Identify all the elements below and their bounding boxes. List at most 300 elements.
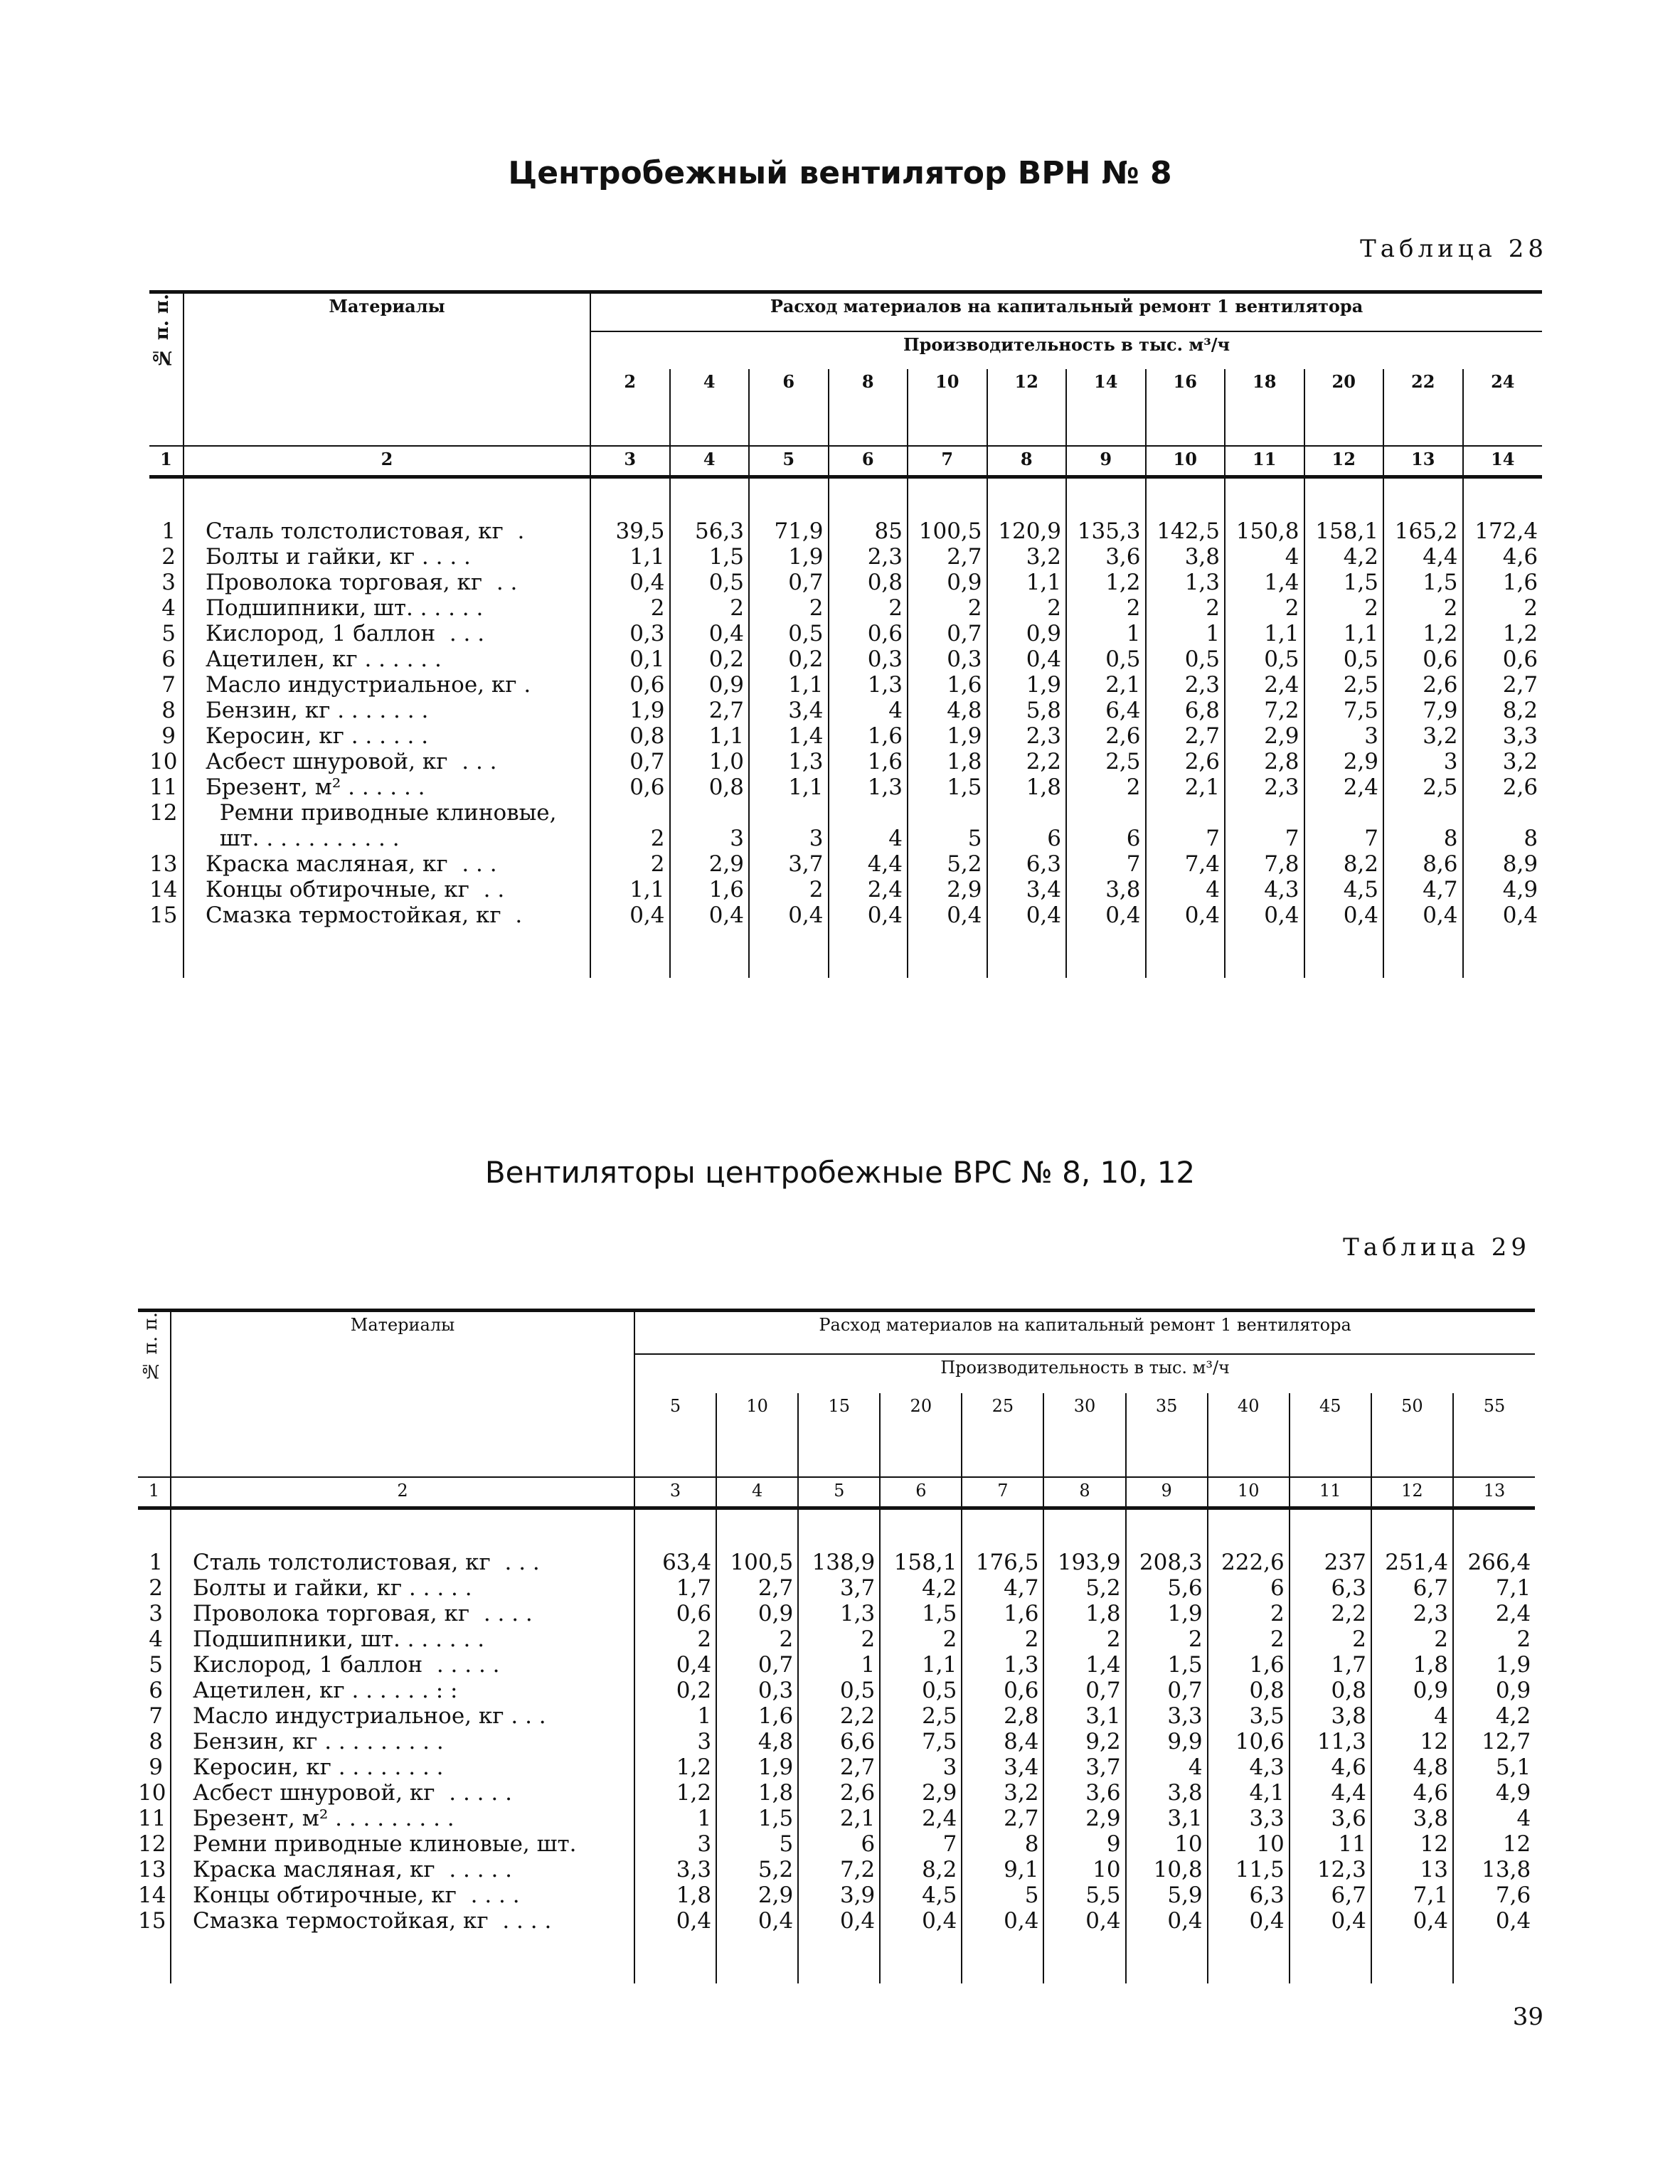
column-number: 11 [1225, 446, 1304, 477]
value-cell: 4,4 [1383, 544, 1463, 570]
capacity-header: 2 [590, 369, 670, 446]
spacer-cell [590, 477, 670, 519]
col-material-header: Материалы [171, 1311, 634, 1478]
value-cell: 1,6 [829, 723, 908, 749]
value-cell: 4,6 [1371, 1780, 1453, 1806]
value-cell: 1,4 [1043, 1652, 1125, 1678]
material-name: Масло индустриальное, кг . . . [171, 1703, 634, 1729]
table-row [149, 570, 1542, 595]
value-cell: 0,5 [1066, 646, 1146, 672]
value-cell: 6,3 [987, 851, 1067, 877]
value-cell: 2,1 [798, 1806, 880, 1831]
value-cell: 1,3 [749, 749, 829, 774]
value-cell: 8,2 [880, 1857, 962, 1882]
value-cell: 4,4 [829, 851, 908, 877]
column-number: 8 [1043, 1477, 1125, 1508]
material-name: Концы обтирочные, кг . . [184, 877, 590, 902]
value-cell: 2,7 [1463, 672, 1543, 698]
row-number: 7 [161, 672, 176, 698]
value-cell: 1,6 [962, 1601, 1043, 1626]
value-cell: 1,1 [880, 1652, 962, 1678]
value-cell: 1,9 [1453, 1652, 1535, 1678]
value-cell: 0,3 [908, 646, 987, 672]
spacer-cell [987, 477, 1067, 519]
value-cell: 3,3 [1463, 723, 1543, 749]
value-cell: 0,1 [590, 646, 670, 672]
value-cell: 0,4 [1043, 1908, 1125, 1934]
spacer-cell [184, 477, 590, 519]
row-number: 15 [149, 902, 178, 928]
table-row [138, 1703, 1535, 1729]
value-cell: 2,6 [1383, 672, 1463, 698]
value-cell: 237 [1290, 1550, 1371, 1575]
value-cell: 2,2 [1290, 1601, 1371, 1626]
column-number: 13 [1453, 1477, 1535, 1508]
table-row [149, 723, 1542, 749]
capacity-header: 24 [1463, 369, 1543, 446]
value-cell: 2,4 [880, 1806, 962, 1831]
value-cell: 2,7 [962, 1806, 1043, 1831]
value-cell [670, 800, 750, 826]
value-cell: 7,1 [1453, 1575, 1535, 1601]
value-cell: 0,5 [670, 570, 750, 595]
value-cell: 0,9 [908, 570, 987, 595]
value-cell: 2,8 [962, 1703, 1043, 1729]
value-cell: 7 [1304, 826, 1384, 851]
column-number: 5 [798, 1477, 880, 1508]
row-number [149, 826, 184, 851]
value-cell: 0,6 [1383, 646, 1463, 672]
value-cell: 10 [1126, 1831, 1208, 1857]
value-cell: 6,7 [1371, 1575, 1453, 1601]
value-cell: 2 [1383, 595, 1463, 621]
material-name: Сталь толстолистовая, кг . [184, 518, 590, 544]
row-number: 13 [149, 851, 178, 877]
value-cell: 9,1 [962, 1857, 1043, 1882]
value-cell: 2 [1290, 1626, 1371, 1652]
value-cell: 1,6 [908, 672, 987, 698]
value-cell: 100,5 [716, 1550, 798, 1575]
capacity-header: 10 [908, 369, 987, 446]
value-cell: 8 [1383, 826, 1463, 851]
value-cell: 0,6 [829, 621, 908, 646]
value-cell: 2,4 [1453, 1601, 1535, 1626]
table29-label: Таблица 29 [1343, 1233, 1531, 1262]
tail-cell [634, 1934, 716, 1983]
spacer-cell [1371, 1508, 1453, 1550]
value-cell: 1,9 [908, 723, 987, 749]
value-cell: 2,4 [829, 877, 908, 902]
spacer-cell [1463, 477, 1543, 519]
value-cell: 7,2 [798, 1857, 880, 1882]
row-number: 12 [149, 800, 178, 826]
value-cell: 7,8 [1225, 851, 1304, 877]
column-number: 10 [1208, 1477, 1290, 1508]
value-cell: 0,5 [1225, 646, 1304, 672]
tail-cell [1453, 1934, 1535, 1983]
value-cell: 0,4 [634, 1908, 716, 1934]
spacer-cell [670, 477, 750, 519]
value-cell: 2 [798, 1626, 880, 1652]
column-number: 6 [829, 446, 908, 477]
value-cell: 1,9 [716, 1754, 798, 1780]
tail-cell [987, 928, 1067, 978]
spacer-cell [798, 1508, 880, 1550]
spacer-cell [1383, 477, 1463, 519]
value-cell: 100,5 [908, 518, 987, 544]
value-cell [1146, 800, 1226, 826]
value-cell: 6,3 [1290, 1575, 1371, 1601]
material-name: Подшипники, шт. . . . . . [184, 595, 590, 621]
value-cell: 0,6 [590, 672, 670, 698]
row-number: 2 [161, 544, 176, 570]
value-cell: 6,6 [798, 1729, 880, 1754]
spacer-cell [880, 1508, 962, 1550]
material-name: Ацетилен, кг . . . . . . [184, 646, 590, 672]
value-cell: 0,4 [1463, 902, 1543, 928]
capacity-header: 10 [716, 1393, 798, 1477]
value-cell: 3,7 [1043, 1754, 1125, 1780]
value-cell: 3,3 [1126, 1703, 1208, 1729]
value-cell: 1,3 [962, 1652, 1043, 1678]
capacity-header: 6 [749, 369, 829, 446]
capacity-header: 16 [1146, 369, 1226, 446]
value-cell: 0,4 [987, 902, 1067, 928]
table-row [149, 800, 1542, 826]
tail-cell [1208, 1934, 1290, 1983]
row-number: 5 [149, 1652, 163, 1678]
value-cell: 4 [1126, 1754, 1208, 1780]
value-cell: 0,3 [716, 1678, 798, 1703]
value-cell: 176,5 [962, 1550, 1043, 1575]
capacity-header: 5 [634, 1393, 716, 1477]
column-number: 11 [1290, 1477, 1371, 1508]
capacity-header: 14 [1066, 369, 1146, 446]
row-number: 5 [161, 621, 176, 646]
value-cell: 1,7 [1290, 1652, 1371, 1678]
value-cell: 8 [962, 1831, 1043, 1857]
value-cell: 0,4 [829, 902, 908, 928]
value-cell: 1,2 [634, 1780, 716, 1806]
value-cell: 5,8 [987, 698, 1067, 723]
value-cell: 4,8 [1371, 1754, 1453, 1780]
material-name: Сталь толстолистовая, кг . . . [171, 1550, 634, 1575]
value-cell: 266,4 [1453, 1550, 1535, 1575]
value-cell: 3,8 [1066, 877, 1146, 902]
value-cell: 7 [1066, 851, 1146, 877]
value-cell: 1,8 [1371, 1652, 1453, 1678]
capacity-header: 18 [1225, 369, 1304, 446]
spacer-cell [171, 1508, 634, 1550]
row-number: 8 [161, 698, 176, 723]
capacity-header: 4 [670, 369, 750, 446]
material-name: Смазка термостойкая, кг . . . . [171, 1908, 634, 1934]
value-cell: 2,7 [908, 544, 987, 570]
value-cell: 1,1 [670, 723, 750, 749]
value-cell: 1,6 [716, 1703, 798, 1729]
spacer-cell [1453, 1508, 1535, 1550]
column-number: 2 [171, 1477, 634, 1508]
value-cell: 0,4 [1453, 1908, 1535, 1934]
value-cell: 165,2 [1383, 518, 1463, 544]
value-cell: 0,4 [1290, 1908, 1371, 1934]
tail-cell [670, 928, 750, 978]
capacity-header: 35 [1126, 1393, 1208, 1477]
row-number: 1 [149, 1550, 163, 1575]
material-name: Болты и гайки, кг . . . . [184, 544, 590, 570]
value-cell: 0,4 [1304, 902, 1384, 928]
value-cell: 4 [1371, 1703, 1453, 1729]
value-cell: 1,8 [634, 1882, 716, 1908]
value-cell: 0,4 [1066, 902, 1146, 928]
value-cell: 11,3 [1290, 1729, 1371, 1754]
tail-cell [880, 1934, 962, 1983]
row-number: 11 [149, 774, 178, 800]
value-cell: 2 [749, 595, 829, 621]
value-cell: 1,3 [1146, 570, 1226, 595]
table-row [149, 774, 1542, 800]
table-row [149, 749, 1542, 774]
table-row [138, 1575, 1535, 1601]
value-cell: 5 [908, 826, 987, 851]
value-cell: 5,5 [1043, 1882, 1125, 1908]
value-cell: 2,1 [1146, 774, 1226, 800]
value-cell: 2,7 [716, 1575, 798, 1601]
value-cell: 2,9 [1304, 749, 1384, 774]
value-cell: 3,3 [634, 1857, 716, 1882]
row-number: 3 [149, 1601, 163, 1626]
value-cell: 85 [829, 518, 908, 544]
capacity-header: 22 [1383, 369, 1463, 446]
row-number: 9 [161, 723, 176, 749]
value-cell: 1,1 [590, 544, 670, 570]
value-cell: 2,3 [987, 723, 1067, 749]
value-cell: 0,4 [590, 902, 670, 928]
value-cell: 4,3 [1208, 1754, 1290, 1780]
value-cell: 4,8 [908, 698, 987, 723]
value-cell: 10,8 [1126, 1857, 1208, 1882]
value-cell: 4 [1225, 544, 1304, 570]
col-no-header: № п. п. [138, 1311, 171, 1478]
value-cell: 1 [1066, 621, 1146, 646]
value-cell: 0,4 [1126, 1908, 1208, 1934]
value-cell: 2,9 [670, 851, 750, 877]
value-cell: 2,9 [1225, 723, 1304, 749]
value-cell: 3,8 [1290, 1703, 1371, 1729]
value-cell: 0,7 [908, 621, 987, 646]
row-number: 8 [149, 1729, 163, 1754]
value-cell: 8 [1463, 826, 1543, 851]
value-cell: 3,5 [1208, 1703, 1290, 1729]
value-cell: 7 [880, 1831, 962, 1857]
value-cell: 1,4 [749, 723, 829, 749]
value-cell: 2,5 [1383, 774, 1463, 800]
table-row [149, 877, 1542, 902]
value-cell: 1,2 [1066, 570, 1146, 595]
value-cell: 1,5 [908, 774, 987, 800]
value-cell: 6 [1066, 826, 1146, 851]
value-cell: 7,5 [1304, 698, 1384, 723]
column-number: 9 [1066, 446, 1146, 477]
page-number: 39 [1512, 2003, 1543, 2031]
value-cell: 5,2 [1043, 1575, 1125, 1601]
capacity-header: 20 [1304, 369, 1384, 446]
tail-cell [149, 928, 184, 978]
value-cell: 0,4 [962, 1908, 1043, 1934]
value-cell: 1,5 [1383, 570, 1463, 595]
spacer-cell [1290, 1508, 1371, 1550]
value-cell: 4,2 [1304, 544, 1384, 570]
value-cell: 1,9 [590, 698, 670, 723]
row-number: 4 [161, 595, 176, 621]
value-cell: 1,1 [749, 672, 829, 698]
material-name: Концы обтирочные, кг . . . . [171, 1882, 634, 1908]
value-cell: 3,4 [962, 1754, 1043, 1780]
material-name: Кислород, 1 баллон . . . . . [171, 1652, 634, 1678]
tail-cell [1225, 928, 1304, 978]
table-row [138, 1831, 1535, 1857]
column-number: 4 [716, 1477, 798, 1508]
value-cell [1463, 800, 1543, 826]
value-cell: 1,6 [1208, 1652, 1290, 1678]
value-cell: 3,8 [1371, 1806, 1453, 1831]
column-number: 12 [1371, 1477, 1453, 1508]
tail-cell [1463, 928, 1543, 978]
row-number: 11 [138, 1806, 166, 1831]
value-cell: 6 [798, 1831, 880, 1857]
value-cell: 2,5 [1304, 672, 1384, 698]
value-cell: 0,6 [590, 774, 670, 800]
value-cell: 3,3 [1208, 1806, 1290, 1831]
table-row [149, 698, 1542, 723]
value-cell: 3,9 [798, 1882, 880, 1908]
material-name: Проволока торговая, кг . . [184, 570, 590, 595]
value-cell: 4,8 [716, 1729, 798, 1754]
value-cell: 4,5 [880, 1882, 962, 1908]
value-cell: 0,5 [1146, 646, 1226, 672]
value-cell: 0,4 [1225, 902, 1304, 928]
value-cell: 3 [634, 1729, 716, 1754]
value-cell: 3 [749, 826, 829, 851]
tail-cell [1371, 1934, 1453, 1983]
row-number: 7 [149, 1703, 163, 1729]
value-cell: 2,7 [670, 698, 750, 723]
value-cell: 3 [1383, 749, 1463, 774]
row-number: 15 [138, 1908, 166, 1934]
tail-cell [1290, 1934, 1371, 1983]
value-cell: 3,7 [798, 1575, 880, 1601]
value-cell: 0,7 [749, 570, 829, 595]
row-number: 4 [149, 1626, 163, 1652]
tail-cell [829, 928, 908, 978]
value-cell: 3,8 [1146, 544, 1226, 570]
spacer-cell [1146, 477, 1226, 519]
value-cell: 3,1 [1043, 1703, 1125, 1729]
value-cell: 2 [987, 595, 1067, 621]
table-row [149, 902, 1542, 928]
column-number: 14 [1463, 446, 1543, 477]
value-cell: 7,2 [1225, 698, 1304, 723]
table-row [149, 621, 1542, 646]
spacer-cell [716, 1508, 798, 1550]
value-cell: 11 [1290, 1831, 1371, 1857]
value-cell: 1,9 [749, 544, 829, 570]
value-cell: 0,4 [1146, 902, 1226, 928]
column-number: 2 [184, 446, 590, 477]
value-cell: 0,4 [880, 1908, 962, 1934]
value-cell: 2 [670, 595, 750, 621]
value-cell: 1 [634, 1703, 716, 1729]
table29-heading: Вентиляторы центробежные ВРС № 8, 10, 12 [484, 1155, 1196, 1190]
value-cell: 1,1 [987, 570, 1067, 595]
row-number: 14 [138, 1882, 166, 1908]
value-cell: 2 [1146, 595, 1226, 621]
capacity-header: 40 [1208, 1393, 1290, 1477]
value-cell: 0,3 [829, 646, 908, 672]
value-cell: 9 [1043, 1831, 1125, 1857]
value-cell: 208,3 [1126, 1550, 1208, 1575]
value-cell: 4 [1453, 1806, 1535, 1831]
value-cell: 6 [1208, 1575, 1290, 1601]
table-row [149, 851, 1542, 877]
value-cell: 0,4 [1371, 1908, 1453, 1934]
sub-header: Производительность в тыс. м³/ч [634, 1354, 1535, 1393]
value-cell: 2,4 [1225, 672, 1304, 698]
value-cell: 3 [670, 826, 750, 851]
value-cell: 1,6 [1463, 570, 1543, 595]
material-name: Болты и гайки, кг . . . . . [171, 1575, 634, 1601]
value-cell: 1 [634, 1806, 716, 1831]
row-number: 6 [149, 1678, 163, 1703]
value-cell: 1,6 [670, 877, 750, 902]
value-cell: 0,6 [1463, 646, 1543, 672]
material-name: Ремни приводные клиновые, [184, 800, 590, 826]
row-number: 10 [138, 1780, 166, 1806]
value-cell: 3,2 [962, 1780, 1043, 1806]
value-cell: 7 [1146, 826, 1226, 851]
value-cell: 6,7 [1290, 1882, 1371, 1908]
table-row [138, 1550, 1535, 1575]
value-cell: 2 [590, 595, 670, 621]
tail-cell [1126, 1934, 1208, 1983]
value-cell: 2 [1453, 1626, 1535, 1652]
value-cell: 5,6 [1126, 1575, 1208, 1601]
column-number: 8 [987, 446, 1067, 477]
sub-header: Производительность в тыс. м³/ч [590, 331, 1542, 369]
material-name: Бензин, кг . . . . . . . . . [171, 1729, 634, 1754]
table-row [149, 595, 1542, 621]
value-cell: 56,3 [670, 518, 750, 544]
capacity-header: 50 [1371, 1393, 1453, 1477]
value-cell: 1,2 [634, 1754, 716, 1780]
table-row [149, 826, 1542, 851]
spacer-cell [1066, 477, 1146, 519]
value-cell: 0,2 [634, 1678, 716, 1703]
value-cell: 2 [716, 1626, 798, 1652]
value-cell: 0,8 [1208, 1678, 1290, 1703]
value-cell: 10 [1043, 1857, 1125, 1882]
value-cell: 4 [829, 698, 908, 723]
col-no-header: № п. п. [149, 292, 184, 447]
value-cell: 7,4 [1146, 851, 1226, 877]
value-cell: 4,7 [1383, 877, 1463, 902]
value-cell: 1,8 [908, 749, 987, 774]
capacity-header: 55 [1453, 1393, 1535, 1477]
value-cell: 12,3 [1290, 1857, 1371, 1882]
material-name: Кислород, 1 баллон . . . [184, 621, 590, 646]
table-row [138, 1729, 1535, 1754]
value-cell [987, 800, 1067, 826]
